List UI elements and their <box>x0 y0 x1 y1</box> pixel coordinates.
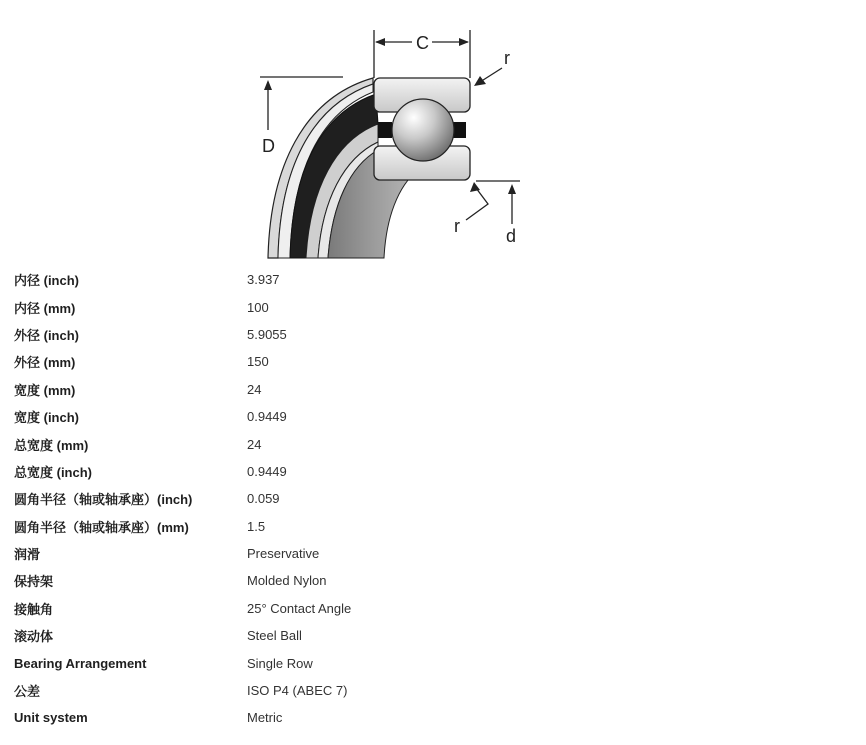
spec-value: Molded Nylon <box>247 573 327 589</box>
spec-row <box>14 567 614 594</box>
spec-value: Metric <box>247 710 283 726</box>
spec-row <box>14 677 614 704</box>
spec-label: 保持架 <box>14 574 54 590</box>
dimension-c-label: C <box>416 33 429 53</box>
cage-left <box>378 122 392 138</box>
spec-row <box>14 266 614 293</box>
spec-value: 100 <box>247 299 269 315</box>
spec-label: 内径 (mm) <box>14 300 76 316</box>
dimension-bore-diameter-label: d <box>506 226 517 246</box>
spec-row <box>14 704 614 731</box>
spec-row <box>14 430 614 457</box>
spec-label: 总宽度 (mm) <box>14 437 89 453</box>
spec-label: 滚动体 <box>14 629 54 645</box>
spec-value: 0.059 <box>247 491 280 507</box>
ball <box>392 99 454 161</box>
spec-value: 24 <box>247 436 262 452</box>
spec-row <box>14 403 614 430</box>
spec-label: 外径 (mm) <box>14 355 76 371</box>
fillet-top-arrow <box>474 68 502 86</box>
spec-value: Steel Ball <box>247 628 302 644</box>
spec-row <box>14 513 614 540</box>
spec-label: 宽度 (inch) <box>14 410 79 426</box>
spec-label: 宽度 (mm) <box>14 382 76 398</box>
spec-row <box>14 540 614 567</box>
spec-label: 总宽度 (inch) <box>14 464 92 480</box>
spec-row <box>14 595 614 622</box>
specifications-table <box>14 266 614 732</box>
spec-row <box>14 649 614 676</box>
spec-value: 1.5 <box>247 518 266 534</box>
spec-label: 内径 (inch) <box>14 273 79 289</box>
spec-value: Preservative <box>247 546 320 562</box>
spec-row <box>14 376 614 403</box>
fillet-bottom-arrow <box>466 182 488 220</box>
spec-row <box>14 622 614 649</box>
bearing-diagram <box>248 18 538 260</box>
spec-value: 150 <box>247 354 269 370</box>
spec-row <box>14 321 614 348</box>
spec-label: 接触角 <box>14 601 54 617</box>
spec-label: Bearing Arrangement <box>14 655 147 671</box>
spec-value: 3.937 <box>247 272 280 288</box>
spec-label: Unit system <box>14 710 88 726</box>
spec-label: 圆角半径（轴或轴承座）(mm) <box>14 519 189 535</box>
spec-value: 0.9449 <box>247 409 287 425</box>
spec-row <box>14 348 614 375</box>
spec-value: ISO P4 (ABEC 7) <box>247 683 348 699</box>
spec-label: 润滑 <box>14 547 41 563</box>
fillet-bottom-label: r <box>454 216 460 236</box>
fillet-top-label: r <box>504 48 510 68</box>
spec-row <box>14 293 614 320</box>
spec-value: 0.9449 <box>247 463 287 479</box>
dimension-outer-diameter-label: D <box>262 136 275 156</box>
spec-label: 圆角半径（轴或轴承座）(inch) <box>14 492 193 508</box>
spec-row <box>14 458 614 485</box>
spec-value: 25° Contact Angle <box>247 600 352 616</box>
spec-label: 公差 <box>14 684 41 700</box>
spec-value: 24 <box>247 381 262 397</box>
dimension-bore-diameter <box>476 181 520 224</box>
spec-value: Single Row <box>247 655 313 671</box>
spec-label: 外径 (inch) <box>14 327 79 343</box>
spec-value: 5.9055 <box>247 326 287 342</box>
spec-row <box>14 485 614 512</box>
